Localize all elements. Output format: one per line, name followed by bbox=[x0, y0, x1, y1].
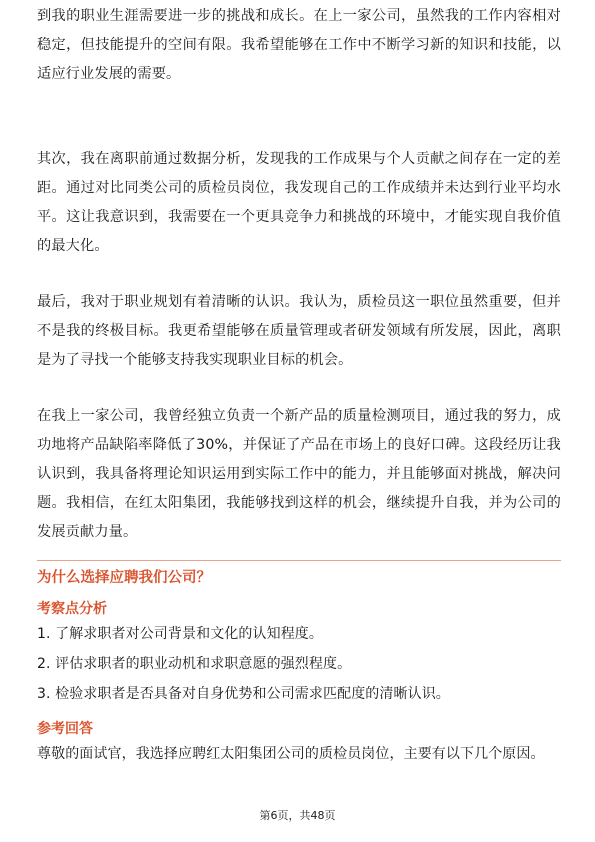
analysis-heading: 考察点分析 bbox=[37, 601, 107, 617]
body-paragraph-2: 其次，我在离职前通过数据分析，发现我的工作成果与个人贡献之间存在一定的差距。通过对比同类公司的质检员岗位，我发现自己的工作成绩并未达到行业平均水平。这让我意识到，我需要在一个更具竞争力和挑战的环境中，才能实现自我价值的最大化。 bbox=[37, 151, 561, 254]
answer-text: 尊敬的面试官，我选择应聘红太阳集团公司的质检员岗位，主要有以下几个原因。 bbox=[37, 746, 545, 762]
body-paragraph-3: 最后，我对于职业规划有着清晰的认识。我认为，质检员这一职位虽然重要，但并不是我的终极目标。我更希望能够在质量管理或者研发领域有所发展，因此，离职是为了寻找一个能够支持我实现职业目标的机会。 bbox=[37, 294, 561, 368]
analysis-item-2: 2. 评估求职者的职业动机和求职意愿的强烈程度。 bbox=[37, 656, 352, 672]
answer-heading: 参考回答 bbox=[37, 721, 93, 737]
body-paragraph-4: 在我上一家公司，我曾经独立负责一个新产品的质量检测项目，通过我的努力，成功地将产品缺陷率降低了30%，并保证了产品在市场上的良好口碑。这段经历让我认识到，我具备将理论知识运用到实际工作中的能力，并且能够面对挑战，解决问题。我相信，在红太阳集团，我能够找到这样的机会，继续提升自我，并为公司的发展贡献力量。 bbox=[37, 408, 561, 540]
analysis-item-1: 1. 了解求职者对公司背景和文化的认知程度。 bbox=[37, 626, 324, 642]
section-divider bbox=[37, 560, 561, 561]
question-title: 为什么选择应聘我们公司？ bbox=[37, 570, 211, 586]
body-paragraph-1: 到我的职业生涯需要进一步的挑战和成长。在上一家公司，虽然我的工作内容相对稳定，但技能提升的空间有限。我希望能够在工作中不断学习新的知识和技能，以适应行业发展的需要。 bbox=[37, 8, 561, 82]
page-footer: 第6页，共48页 bbox=[259, 809, 336, 822]
analysis-item-3: 3. 检验求职者是否具备对自身优势和公司需求匹配度的清晰认识。 bbox=[37, 686, 450, 702]
